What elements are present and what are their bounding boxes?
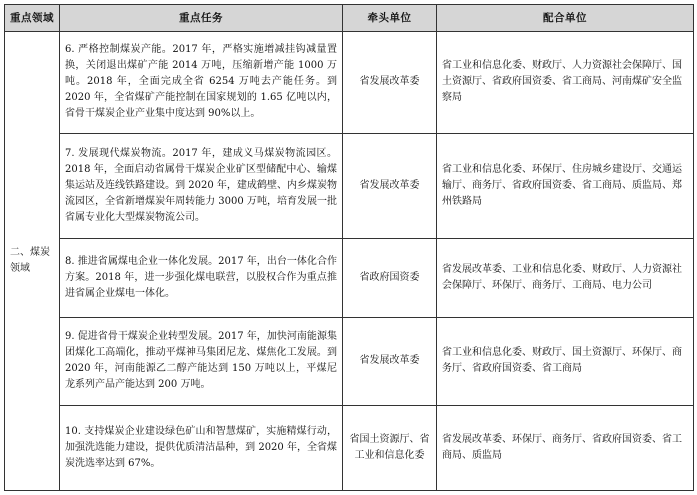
coop-cell: 省发展改革委、工业和信息化委、财政厅、人力资源社会保障厅、环保厅、商务厅、工商局、电力公司 — [437, 239, 694, 317]
table-row — [5, 406, 694, 491]
header-coop: 配合单位 — [437, 5, 694, 32]
coop-cell: 省工业和信息化委、财政厅、人力资源社会保障厅、国土资源厅、省政府国资委、省工商局、河南煤矿安全监察局 — [437, 32, 694, 134]
task-table — [4, 4, 694, 491]
lead-cell: 省发展改革委 — [343, 32, 437, 134]
task-cell: 8. 推进省属煤电企业一体化发展。2017 年，出台一体化合作方案。2018 年，进一步强化煤电联营，以股权合作为重点推进省属企业煤电一体化。 — [60, 239, 343, 317]
lead-cell: 省发展改革委 — [343, 317, 437, 406]
table-row — [5, 133, 694, 239]
task-cell: 6. 严格控制煤炭产能。2017 年，严格实施增减挂钩减量置换，关闭退出煤矿产能 2014 万吨，压缩新增产能 1000 万吨。2018 年，全面完成全省 6254 万吨去产能任务。到 2020 年，全省煤矿产能控制在国家规划的 1.65 亿吨以内，省骨干煤炭企业产业集中度达到 90%以上。 — [60, 32, 343, 134]
header-task: 重点任务 — [60, 5, 343, 32]
task-cell: 7. 发展现代煤炭物流。2017 年，建成义马煤炭物流园区。2018 年，全面启动省属骨干煤炭企业矿区型储配中心、输煤集运站及连线铁路建设。到 2020 年，建成鹤壁、内乡煤炭物流园区，全省新增煤炭年周转能力 3000 万吨，培育发展一批省属专业化大型煤炭物流公司。 — [60, 133, 343, 239]
table-row — [5, 239, 694, 317]
table-header-row — [5, 5, 694, 32]
domain-cell: 二、煤炭领域 — [5, 32, 60, 491]
coop-cell: 省工业和信息化委、环保厅、住房城乡建设厅、交通运输厅、商务厅、省政府国资委、省工商局、质监局、郑州铁路局 — [437, 133, 694, 239]
coop-cell: 省工业和信息化委、财政厅、国土资源厅、环保厅、商务厅、省政府国资委、省工商局 — [437, 317, 694, 406]
table-row — [5, 32, 694, 134]
table-row — [5, 317, 694, 406]
coop-cell: 省发展改革委、环保厅、商务厅、省政府国资委、省工商局、质监局 — [437, 406, 694, 491]
task-cell: 9. 促进省骨干煤炭企业转型发展。2017 年，加快河南能源集团煤化工高端化，推动平煤神马集团尼龙、煤焦化工发展。到 2020 年，河南能源乙二醇产能达到 150 万吨以上，平煤尼龙系列产品产能达到 200 万吨。 — [60, 317, 343, 406]
lead-cell: 省国土资源厅、省工业和信息化委 — [343, 406, 437, 491]
lead-cell: 省发展改革委 — [343, 133, 437, 239]
header-lead: 牵头单位 — [343, 5, 437, 32]
header-domain: 重点领域 — [5, 5, 60, 32]
task-cell: 10. 支持煤炭企业建设绿色矿山和智慧煤矿，实施精煤行动，加强洗选能力建设，提供优质清洁晶种，到 2020 年，全省煤炭洗选率达到 67%。 — [60, 406, 343, 491]
lead-cell: 省政府国资委 — [343, 239, 437, 317]
